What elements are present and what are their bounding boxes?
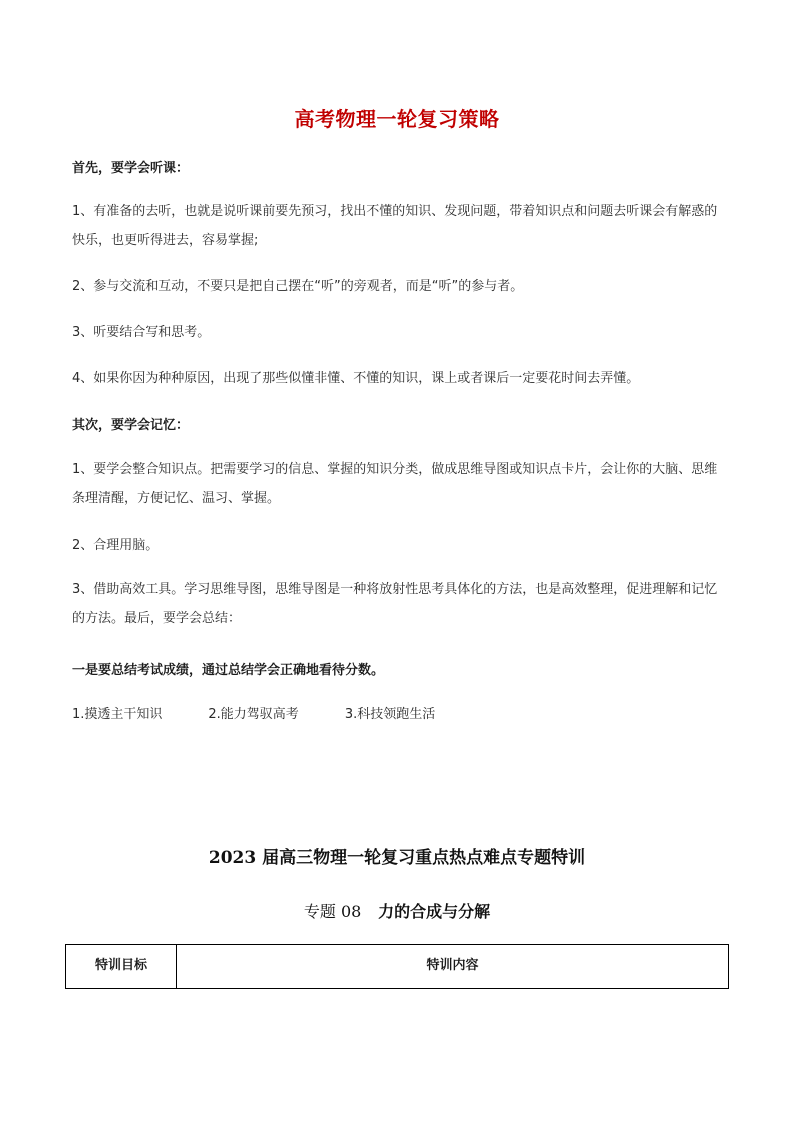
feature-item: 2.能力驾驭高考 bbox=[208, 707, 299, 722]
topic-name: 力的合成与分解 bbox=[378, 902, 491, 921]
table-row bbox=[66, 945, 729, 989]
table-header-target: 特训目标 bbox=[66, 945, 177, 989]
memory-item-3: 3、借助高效工具。学习思维导图，思维导图是一种将放射性思考具体化的方法，也是高效整理，促进理解和记忆的方法。最后，要学会总结： bbox=[72, 582, 718, 626]
table-header-content: 特训内容 bbox=[177, 945, 729, 989]
feature-item: 3.科技领跑生活 bbox=[344, 707, 436, 722]
listening-item-3: 3、听要结合写和思考。 bbox=[72, 325, 211, 340]
memory-item-1: 1、要学会整合知识点。把需要学习的信息、掌握的知识分类，做成思维导图或知识点卡片，会让你的大脑、思维条理清醒，方便记忆、温习、掌握。 bbox=[72, 462, 718, 506]
listening-item-1: 1、有准备的去听，也就是说听课前要先预习，找出不懂的知识、发现问题，带着知识点和问题去听课会有解惑的快乐，也更听得进去，容易掌握; bbox=[72, 204, 718, 248]
listening-item-4: 4、如果你因为种种原因，出现了那些似懂非懂、不懂的知识，课上或者课后一定要花时间去弄懂。 bbox=[72, 371, 640, 386]
feature-item: 1.摸透主干知识 bbox=[72, 707, 163, 722]
summary-line: 一是要总结考试成绩，通过总结学会正确地看待分数。 bbox=[72, 663, 385, 678]
training-table bbox=[65, 944, 729, 989]
topic-title bbox=[0, 899, 794, 922]
document-title: 高考物理一轮复习策略 bbox=[294, 107, 500, 131]
memory-item-2: 2、合理用脑。 bbox=[72, 538, 159, 553]
section-heading-memory: 其次，要学会记忆： bbox=[72, 418, 190, 433]
topic-number: 专题 08 bbox=[303, 902, 362, 921]
feature-list bbox=[72, 703, 435, 722]
training-title: 2023 届高三物理一轮复习重点热点难点专题特训 bbox=[208, 848, 586, 868]
listening-item-2: 2、参与交流和互动，不要只是把自己摆在“听”的旁观者，而是“听”的参与者。 bbox=[72, 279, 524, 294]
section-heading-listening: 首先，要学会听课： bbox=[72, 161, 190, 176]
